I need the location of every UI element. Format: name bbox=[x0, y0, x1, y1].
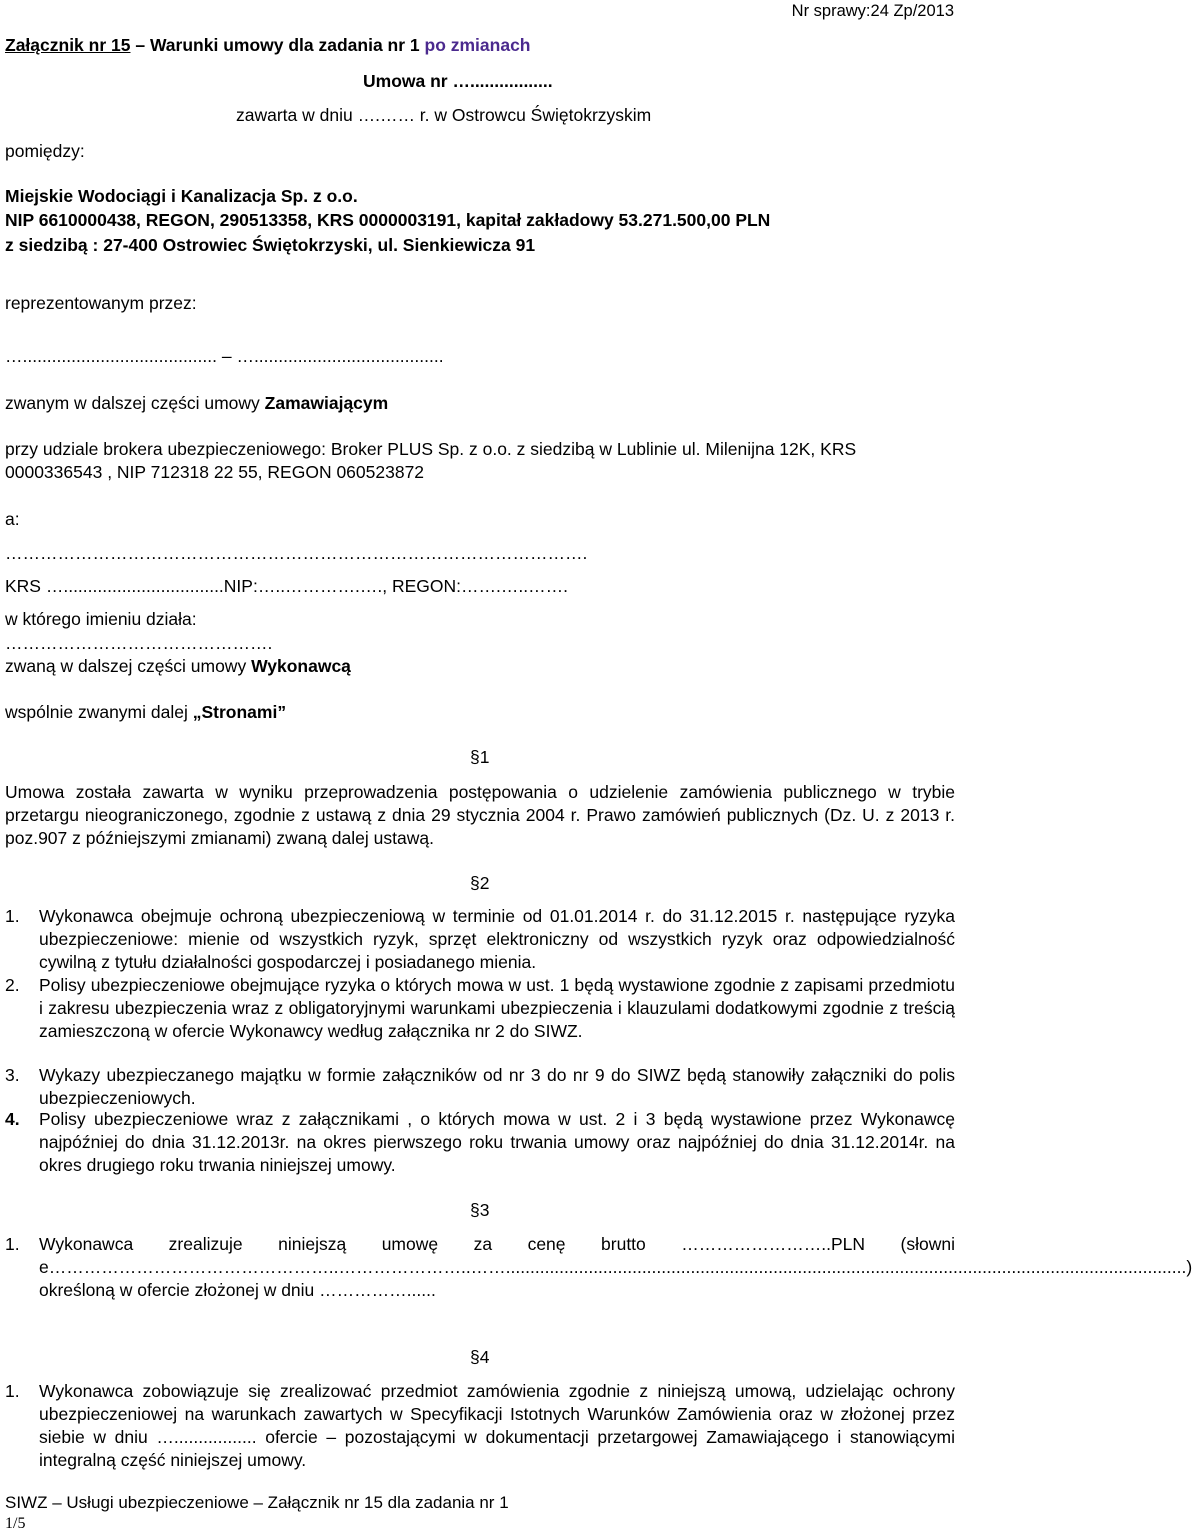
employer-called-prefix: zwanym w dalszej części umowy bbox=[5, 393, 265, 413]
attachment-title: – Warunki umowy dla zadania nr 1 bbox=[130, 35, 425, 55]
contractor-called-name: Wykonawcą bbox=[251, 656, 351, 676]
and-label: a: bbox=[5, 509, 20, 529]
employer-name: Miejskie Wodociągi i Kanalizacja Sp. z o.o. bbox=[5, 186, 358, 206]
between-label: pomiędzy: bbox=[5, 141, 85, 161]
contractor-called bbox=[5, 655, 351, 678]
section-4-item-1 bbox=[5, 1380, 955, 1472]
contractor-name-blank: ………………………………………………………………………………………. bbox=[5, 543, 588, 563]
item-text: Wykonawca zobowiązuje się zrealizować przedmiot zamówienia zgodnie z niniejszą umową, udzielając ochrony ubezpieczeniowej na warunkach zawartych w Specyfikacji Istotnych Warunków Zamówienia oraz w złożonej przez siebie w dniu …................. ofercie – pozostającymi w dokumentacji przetargowej Zamawiającego i stanowiącymi integralną część niniejszej umowy. bbox=[39, 1381, 955, 1471]
item-number: 1. bbox=[5, 1381, 20, 1401]
contractor-representative-blank: ………………………………………. bbox=[5, 633, 273, 653]
section-1-text: Umowa została zawarta w wyniku przeprowadzenia postępowania o udzielenie zamówienia publicznego w trybie przetargu nieograniczonego, zgodnie z ustawą z dnia 29 stycznia 2004 r. Prawo zamówień publicznych (Dz. U. z 2013 r. poz.907 z późniejszymi zmianami) zwaną dalej ustawą. bbox=[5, 782, 955, 849]
section-2-item-1 bbox=[5, 905, 955, 975]
attachment-heading bbox=[5, 34, 531, 57]
contractor-ids-line: KRS ….................................NIP:…..………….…., REGON:…….…..……. bbox=[5, 576, 568, 596]
item-text: Wykazy ubezpieczanego majątku w formie załączników od nr 3 do nr 9 do SIWZ będą stanowiły załączniki do polis ubezpieczeniowych. bbox=[39, 1065, 955, 1109]
contract-date-place: zawarta w dniu ….…… r. w Ostrowcu Świętokrzyskim bbox=[236, 105, 652, 125]
section-2-item-4 bbox=[5, 1108, 955, 1178]
section-2-item-3 bbox=[5, 1064, 955, 1112]
item-number: 1. bbox=[5, 1234, 20, 1254]
contractor-called-prefix: zwaną w dalszej części umowy bbox=[5, 656, 252, 676]
item-text: Polisy ubezpieczeniowe obejmujące ryzyka o których mowa w ust. 1 będą wystawione zgodnie z zapisami przedmiotu i zakresu ubezpieczenia wraz z obligatoryjnymi warunkami ubezpieczenia i klauzulami dodatkowymi zgodnie z treścią zamieszczoną w ofercie Wykonawcy według załącznika nr 2 do SIWZ. bbox=[39, 975, 955, 1042]
represented-by-label: reprezentowanym przez: bbox=[5, 293, 197, 313]
case-number: Nr sprawy:24 Zp/2013 bbox=[791, 2, 954, 20]
item-text: Wykonawca obejmuje ochroną ubezpieczeniową w terminie od 01.01.2014 r. do 31.12.2015 r. następujące ryzyka ubezpieczeniowe: mienie od wszystkich ryzyk, sprzęt elektroniczny od wszystkich ryzyk oraz odpowiedzialność cywilną z tytułu działalności gospodarczej i posiadanego mienia. bbox=[39, 906, 955, 973]
item-number: 2. bbox=[5, 975, 20, 995]
item-number: 3. bbox=[5, 1065, 20, 1085]
parties-called bbox=[5, 701, 286, 724]
footer-page-number: 1/5 bbox=[5, 1515, 26, 1532]
attachment-status: po zmianach bbox=[424, 35, 531, 55]
section-1-symbol: §1 bbox=[470, 747, 490, 767]
item-number: 1. bbox=[5, 906, 20, 926]
employer-called-name: Zamawiającym bbox=[264, 393, 389, 413]
section-4-symbol: §4 bbox=[470, 1347, 490, 1367]
item-text: Polisy ubezpieczeniowe wraz z załącznikami , o których mowa w ust. 2 i 3 będą wystawione przez Wykonawcę najpóźniej do dnia 31.12.2013r. na okres pierwszego roku trwania umowy oraz najpóźniej do dnia 31.12.2014r. na okres drugiego roku trwania niniejszej umowy. bbox=[39, 1109, 955, 1176]
section-3-symbol: §3 bbox=[470, 1200, 490, 1220]
employer-address: z siedzibą : 27-400 Ostrowiec Świętokrzyski, ul. Sienkiewicza 91 bbox=[5, 235, 536, 255]
item-number: 4. bbox=[5, 1109, 20, 1129]
employer-ids: NIP 6610000438, REGON, 290513358, KRS 0000003191, kapitał zakładowy 53.271.500,00 PLN bbox=[5, 210, 771, 230]
section-2-item-2 bbox=[5, 974, 955, 1069]
item-text: Wykonawca zrealizuje niniejszą umowę za cenę brutto ……………………..PLN (słownie…………………………………………..…………………..……............................................................................................................................................) określoną w ofercie złożonej w dniu ……………...... bbox=[39, 1234, 1192, 1301]
on-behalf-label: w którego imieniu działa: bbox=[5, 609, 197, 629]
contract-title: Umowa nr …................. bbox=[363, 71, 553, 91]
employer-representative-blank: …........................................ – …....................................... bbox=[5, 346, 444, 366]
footer-text: SIWZ – Usługi ubezpieczeniowe – Załącznik nr 15 dla zadania nr 1 bbox=[5, 1493, 509, 1512]
section-2-symbol: §2 bbox=[470, 873, 490, 893]
broker-line-2: 0000336543 , NIP 712318 22 55, REGON 060523872 bbox=[5, 462, 425, 482]
broker-line-1: przy udziale brokera ubezpieczeniowego: Broker PLUS Sp. z o.o. z siedzibą w Lublinie ul. Milenijna 12K, KRS bbox=[5, 439, 857, 459]
employer-called bbox=[5, 392, 388, 415]
attachment-prefix: Załącznik nr 15 bbox=[5, 35, 131, 55]
parties-called-prefix: wspólnie zwanymi dalej bbox=[5, 702, 193, 722]
section-3-item-1 bbox=[5, 1233, 1192, 1305]
parties-called-name: „Stronami” bbox=[192, 702, 287, 722]
